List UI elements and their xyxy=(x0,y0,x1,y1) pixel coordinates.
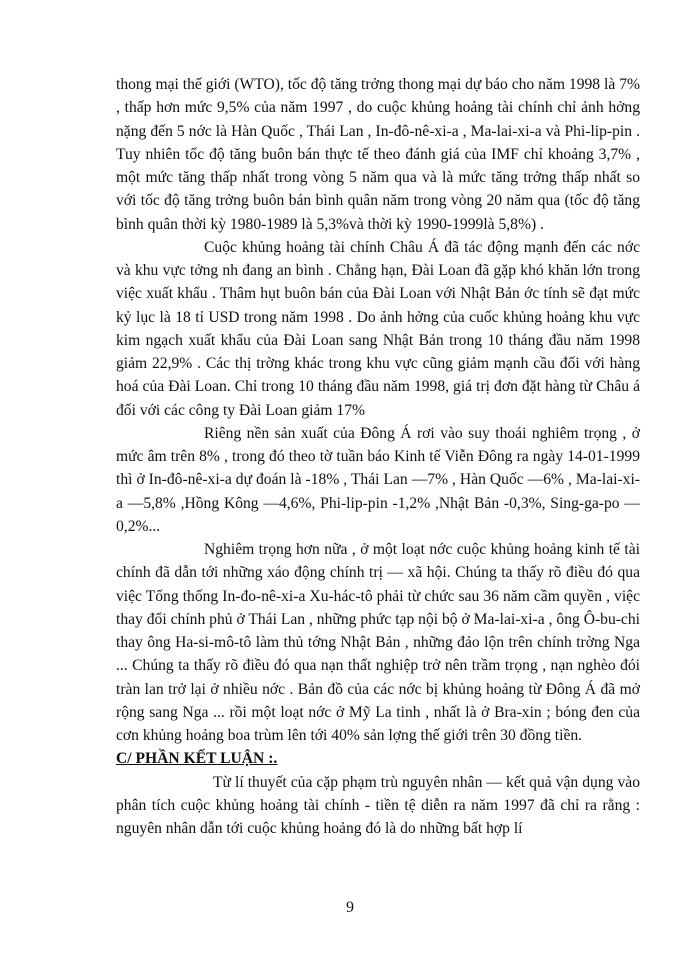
body-paragraph-2: Cuộc khủng hoảng tài chính Châu Á đã tác động mạnh đến các nớc và khu vực tởng nh đang an bình . Chẳng hạn, Đài Loan đã gặp khó khăn lớn trong việc xuất khẩu . Thâm hụt buôn bán của Đài Loan với Nhật Bản ớc tính sẽ đạt mức kỷ lục là 18 tỉ USD trong năm 1998 . Do ảnh hởng của cuốc khủng hoảng khu vực kim ngạch xuất khẩu của Đài Loan sang Nhật Bản trong 10 tháng đầu năm 1998 giảm 22,9% . Các thị trờng khác trong khu vực cũng giảm mạnh cầu đối với hàng hoá của Đài Loan. Chỉ trong 10 tháng đầu năm 1998, giá trị đơn đặt hàng từ Châu á đối với các công ty Đài Loan giảm 17% xyxy=(116,238,640,419)
body-paragraph-1: thong mại thế giới (WTO), tốc độ tăng trởng thong mại dự báo cho năm 1998 là 7% , thấp hơn mức 9,5% của năm 1997 , do cuộc khủng hoảng tài chính chỉ ảnh hởng nặng đến 5 nớc là Hàn Quốc , Thái Lan , In-đô-nê-xi-a , Ma-lai-xi-a và Phi-lip-pin . Tuy nhiên tốc độ tăng buôn bán thực tế theo đánh giá của IMF chỉ khoảng 3,7% , một mức tăng thấp nhất trong vòng 5 năm qua và là mức tăng trởng thấp nhất so với tốc độ tăng trởng buôn bán bình quân năm trong vòng 20 năm qua (tốc độ tăng bình quân thời kỳ 1980-1989 là 5,3%và thời kỳ 1990-1999là 5,8%) . xyxy=(116,76,640,233)
page-number: 9 xyxy=(346,899,354,916)
body-paragraph-4: Nghiêm trọng hơn nữa , ở một loạt nớc cuộc khủng hoảng kinh tế tài chính đã dẫn tới những xáo động chính trị — xã hội. Chúng ta thấy rõ điều đó qua việc Tổng thống In-đo-nê-xi-a Xu-hác-tô phải từ chức sau 36 năm cầm quyền , việc thay đổi chính phủ ở Thái Lan , những phức tạp nội bộ ở Ma-lai-xi-a , ông Ô-bu-chi thay ông Ha-si-mô-tô làm thủ tớng Nhật Bản , những đảo lộn trên chính trờng Nga ... Chúng ta thấy rõ điều đó qua nạn thất nghiệp trở nên trầm trọng , nạn nghèo đói tràn lan trở lại ở nhiều nớc . Bản đồ của các nớc bị khủng hoảng từ Đông Á đã mở rộng sang Nga ... rồi một loạt nớc ở Mỹ La tinh , nhất là ở Bra-xin ; bóng đen của cơn khủng hoảng boa trùm lên tới 40% sản lợng thế giới trên 30 đồng tiền. xyxy=(116,541,640,744)
page-content xyxy=(116,73,640,840)
section-heading-conclusion: C/ PHẦN KẾT LUẬN :. xyxy=(116,750,278,768)
body-paragraph-5: Từ lí thuyết của cặp phạm trù nguyên nhân — kết quả vận dụng vào phân tích cuộc khủng hoảng tài chính - tiền tệ diễn ra năm 1997 đã chỉ ra rằng : nguyên nhân dẫn tới cuộc khủng hoảng đó là do những bất hợp lí xyxy=(116,773,640,837)
body-paragraph-3: Riêng nền sản xuất của Đông Á rơi vào suy thoái nghiêm trọng , ở mức âm trên 8% , trong đó theo tờ tuần báo Kinh tế Viễn Đông ra ngày 14-01-1999 thì ở In-đô-nê-xi-a dự đoán là -18% , Thái Lan —7% , Hàn Quốc —6% , Ma-lai-xi-a —5,8% ,Hồng Kông —4,6%, Phi-lip-pin -1,2% ,Nhật Bản -0,3%, Sing-ga-po —0,2%... xyxy=(116,424,640,535)
